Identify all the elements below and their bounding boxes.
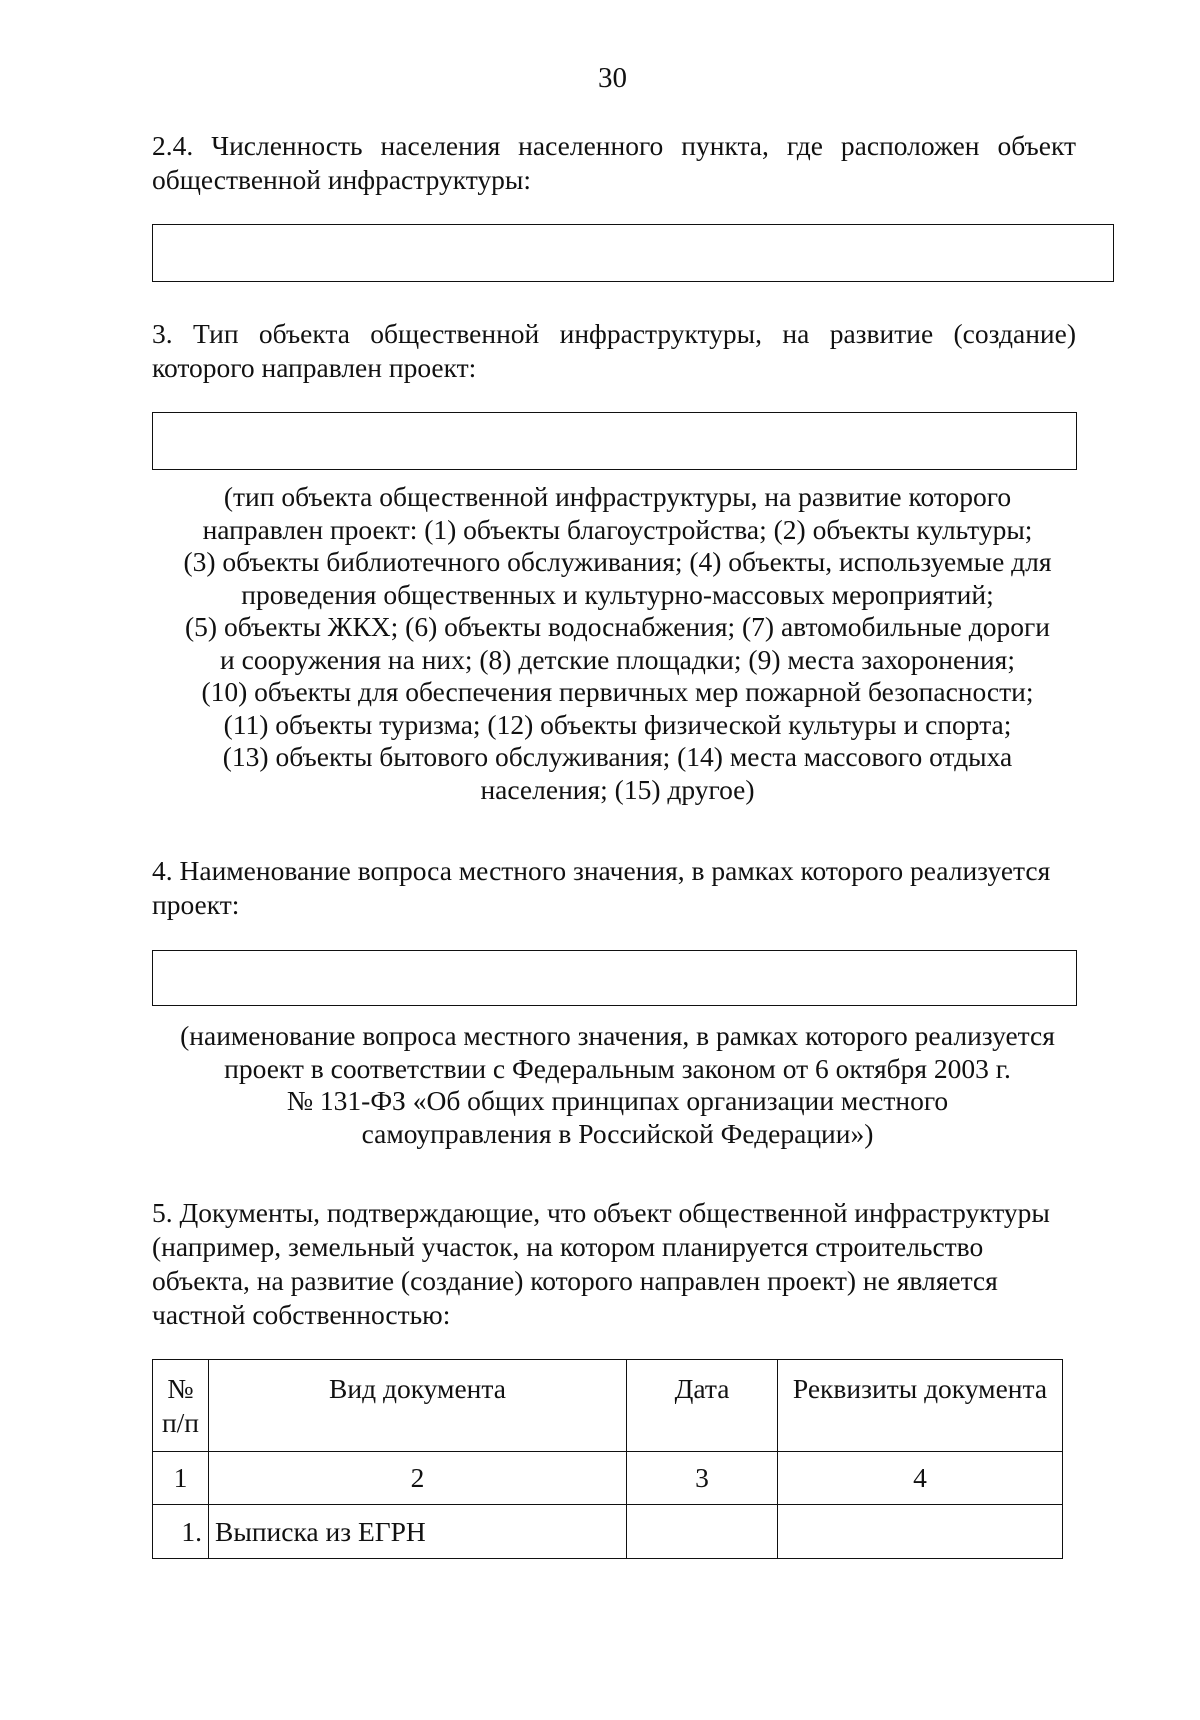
caption-line: (5) объекты ЖКХ; (6) объекты водоснабжения; (7) автомобильные дороги: [185, 611, 1050, 642]
caption-line: (11) объекты туризма; (12) объекты физической культуры и спорта;: [223, 708, 1012, 740]
documents-table: [152, 1359, 1063, 1559]
header-num-line2: п/п: [161, 1407, 200, 1438]
caption-line: (наименование вопроса местного значения, в рамках которого реализуется: [180, 1020, 1055, 1051]
section-4-text: 4. Наименование вопроса местного значения, в рамках которого реализуется проект:: [152, 855, 1051, 920]
section-5-text: 5. Документы, подтверждающие, что объект общественной инфраструктуры (например, земельный участок, на котором планируется строительство объекта, на развитие (создание) которого направлен проект) не является частной собственностью:: [152, 1197, 1050, 1330]
local-issue-caption: [150, 1020, 1085, 1150]
population-input-box[interactable]: [152, 224, 1114, 282]
row-num-cell: 1.: [153, 1505, 209, 1559]
caption-line: самоуправления в Российской Федерации»): [361, 1117, 874, 1149]
caption-line: проведения общественных и культурно-массовых мероприятий;: [241, 578, 994, 610]
row-date-cell[interactable]: [627, 1505, 778, 1559]
section-2-4-text: 2.4. Численность населения населенного пункта, где расположен объект общественной инфраструктуры:: [152, 130, 1076, 195]
object-type-input-box[interactable]: [152, 412, 1077, 470]
caption-line: проект в соответствии с Федеральным законом от 6 октября 2003 г.: [224, 1052, 1011, 1084]
header-requisites: Реквизиты документа: [778, 1360, 1063, 1452]
caption-line: направлен проект: (1) объекты благоустройства; (2) объекты культуры;: [202, 513, 1033, 545]
caption-line: № 131-ФЗ «Об общих принципах организации местного: [286, 1085, 949, 1116]
header-date: Дата: [627, 1360, 778, 1452]
row-requisites-cell[interactable]: [778, 1505, 1063, 1559]
caption-line: (тип объекта общественной инфраструктуры, на развитие которого: [223, 481, 1012, 512]
caption-line: и сооружения на них; (8) детские площадки; (9) места захоронения;: [220, 643, 1015, 675]
local-issue-input-box[interactable]: [152, 950, 1077, 1006]
row-doc-type-cell[interactable]: Выписка из ЕГРН: [209, 1505, 627, 1559]
table-numbering-row: [153, 1452, 1063, 1505]
header-num: [153, 1360, 209, 1452]
numbering-cell: 4: [778, 1452, 1063, 1505]
numbering-cell: 1: [153, 1452, 209, 1505]
table-header-row: [153, 1360, 1063, 1452]
caption-line: (3) объекты библиотечного обслуживания; (4) объекты, используемые для: [183, 546, 1052, 577]
page-number: 30: [598, 62, 627, 94]
caption-line: (13) объекты бытового обслуживания; (14) места массового отдыха: [222, 741, 1013, 772]
numbering-cell: 2: [209, 1452, 627, 1505]
numbering-cell: 3: [627, 1452, 778, 1505]
caption-line: населения; (15) другое): [480, 773, 755, 805]
header-num-line1: №: [167, 1373, 194, 1404]
table-row: [153, 1505, 1063, 1559]
header-doc-type: Вид документа: [209, 1360, 627, 1452]
section-3-text: 3. Тип объекта общественной инфраструктуры, на развитие (создание) которого направлен проект:: [152, 318, 1076, 383]
object-type-caption: [150, 481, 1085, 806]
caption-line: (10) объекты для обеспечения первичных мер пожарной безопасности;: [201, 676, 1034, 707]
